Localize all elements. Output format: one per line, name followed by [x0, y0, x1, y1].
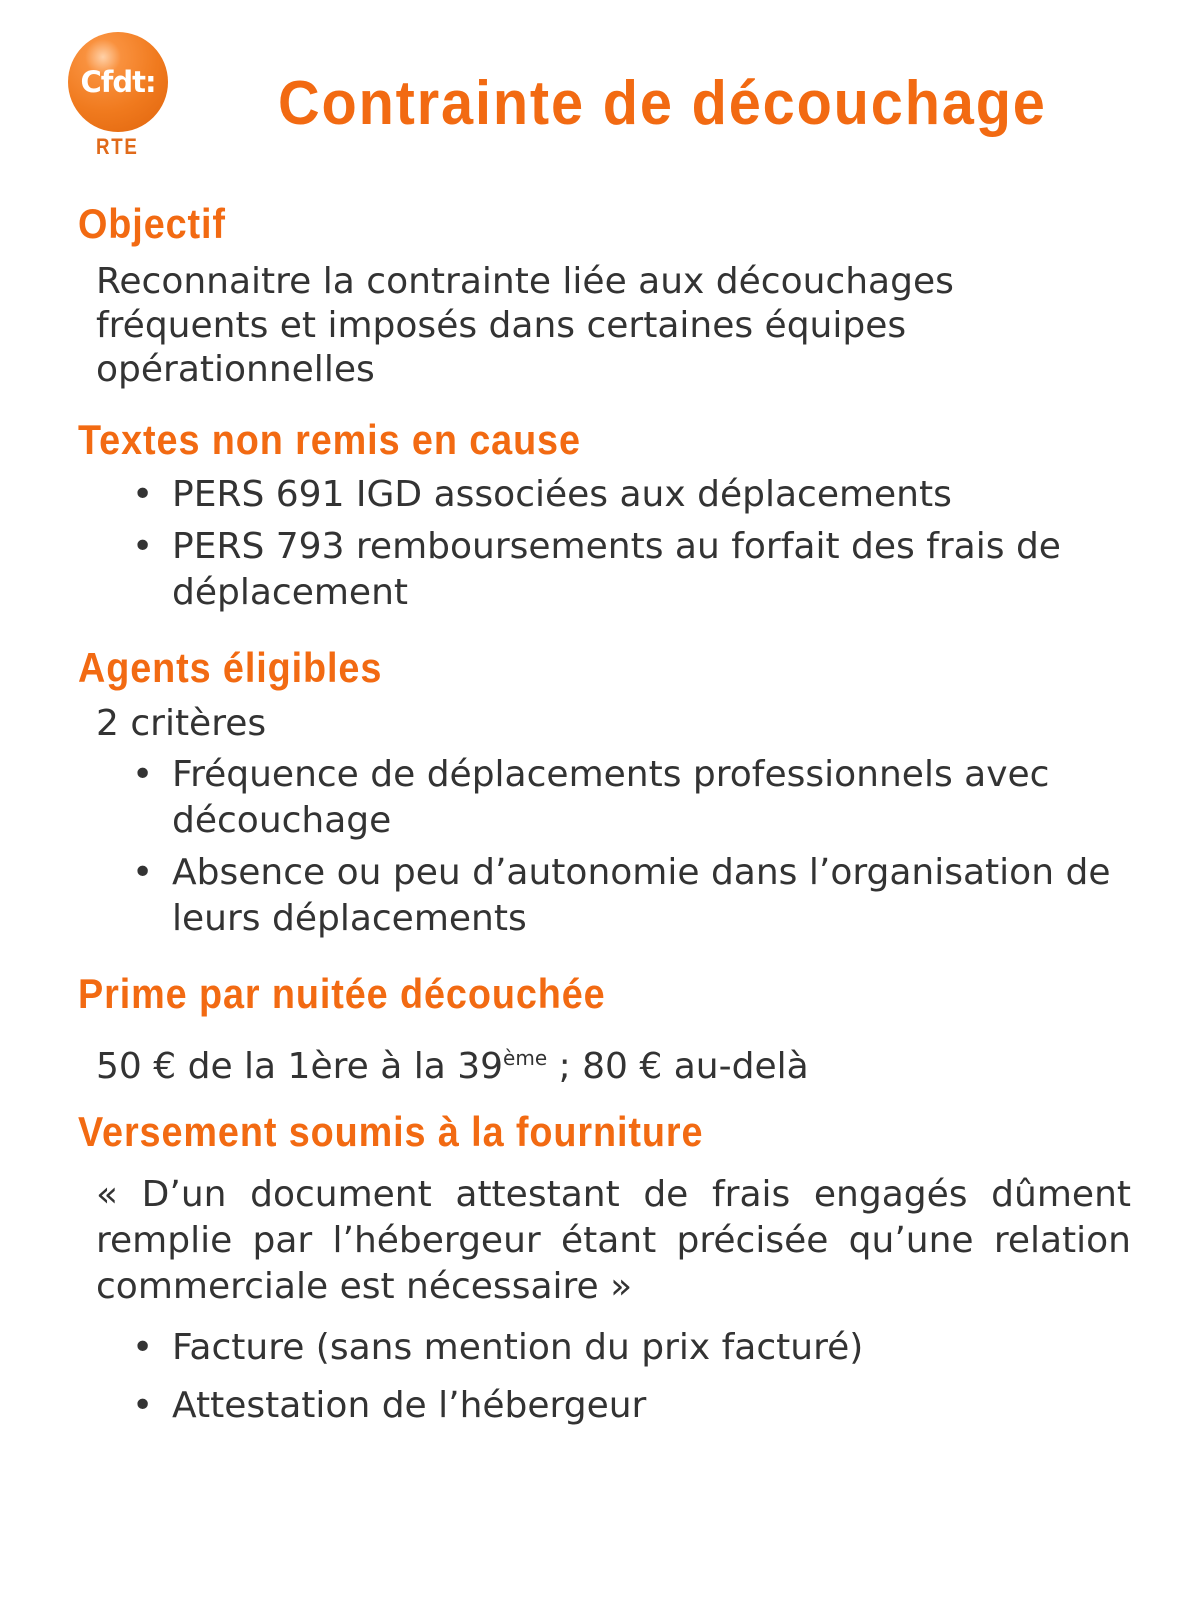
versement-text: « D’un document attestant de frais engagés dûment remplie par l’hébergeur étant précisée qu’une relation commerciale est nécessaire » [96, 1174, 1131, 1307]
list-item: • PERS 691 IGD associées aux déplacements [172, 472, 1172, 518]
prime-text-a: 50 € de la 1ère à la 39 [96, 1046, 504, 1087]
versement-list [130, 1322, 1172, 1438]
agents-text: 2 critères [96, 703, 267, 744]
textes-list [130, 472, 1172, 622]
objectif-text: Reconnaitre la contrainte liée aux découchages fréquents et imposés dans certaines équipes opérationnelles [96, 261, 954, 390]
list-item: • Attestation de l’hébergeur [172, 1380, 1172, 1432]
page-title: Contrainte de découchage [278, 69, 1047, 138]
list-item: • PERS 793 remboursements au forfait des frais de déplacement [172, 524, 1172, 616]
agents-list [130, 752, 1172, 948]
prime-text [96, 1036, 1161, 1089]
heading-prime: Prime par nuitée découchée [78, 970, 606, 1017]
heading-versement: Versement soumis à la fourniture [78, 1108, 704, 1155]
heading-objectif: Objectif [78, 200, 226, 247]
prime-text-b: ; 80 € au-delà [547, 1046, 809, 1087]
heading-agents: Agents éligibles [78, 644, 383, 691]
heading-textes: Textes non remis en cause [78, 416, 581, 463]
list-item: • Absence ou peu d’autonomie dans l’organisation de leurs déplacements [172, 850, 1172, 942]
cfdt-logo [68, 32, 168, 132]
list-item: • Facture (sans mention du prix facturé) [172, 1322, 1172, 1374]
list-item: • Fréquence de déplacements professionnels avec découchage [172, 752, 1172, 844]
logo-text: Cfdt: [80, 65, 156, 99]
prime-sup: ème [503, 1046, 548, 1070]
logo-subtitle: RTE [96, 134, 139, 159]
